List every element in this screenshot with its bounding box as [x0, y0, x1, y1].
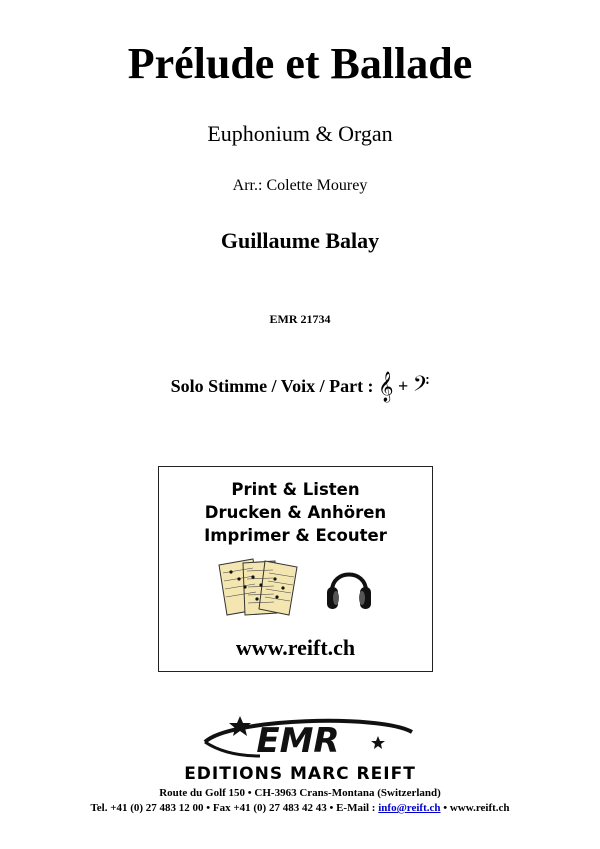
contact-phone-fax: Tel. +41 (0) 27 483 12 00 • Fax +41 (0) 27 483 42 43 • E-Mail :	[90, 802, 376, 814]
instrumentation: Euphonium & Organ	[207, 121, 393, 146]
publisher-address: Route du Golf 150 • CH-3963 Crans-Montana (Switzerland)	[159, 787, 441, 799]
promo-line-english: Print & Listen	[231, 480, 360, 499]
print-listen-box	[158, 466, 433, 672]
arranger: Arr.: Colette Mourey	[232, 177, 368, 194]
publisher-name: EDITIONS MARC REIFT	[184, 764, 416, 784]
publisher-contact	[0, 801, 600, 815]
email-link[interactable]: info@reift.ch	[378, 802, 441, 814]
score-title: Prélude et Ballade	[127, 39, 473, 88]
sheet-music-icon	[217, 557, 301, 617]
composer: Guillaume Balay	[220, 228, 380, 253]
contact-website: • www.reift.ch	[443, 802, 510, 814]
headphones-icon	[324, 559, 374, 615]
bass-clef-icon: 𝄢	[412, 372, 430, 402]
parts-label: Solo Stimme / Voix / Part :	[170, 376, 374, 396]
treble-clef-icon: 𝄞	[378, 372, 394, 402]
promo-line-french: Imprimer & Ecouter	[204, 526, 387, 545]
parts-line	[0, 372, 600, 401]
logo-text: EMR	[256, 721, 340, 761]
website-url[interactable]: www.reift.ch	[235, 635, 356, 660]
catalog-number: EMR 21734	[269, 312, 331, 326]
promo-line-german: Drucken & Anhören	[204, 503, 387, 522]
plus-sign: +	[397, 376, 409, 396]
